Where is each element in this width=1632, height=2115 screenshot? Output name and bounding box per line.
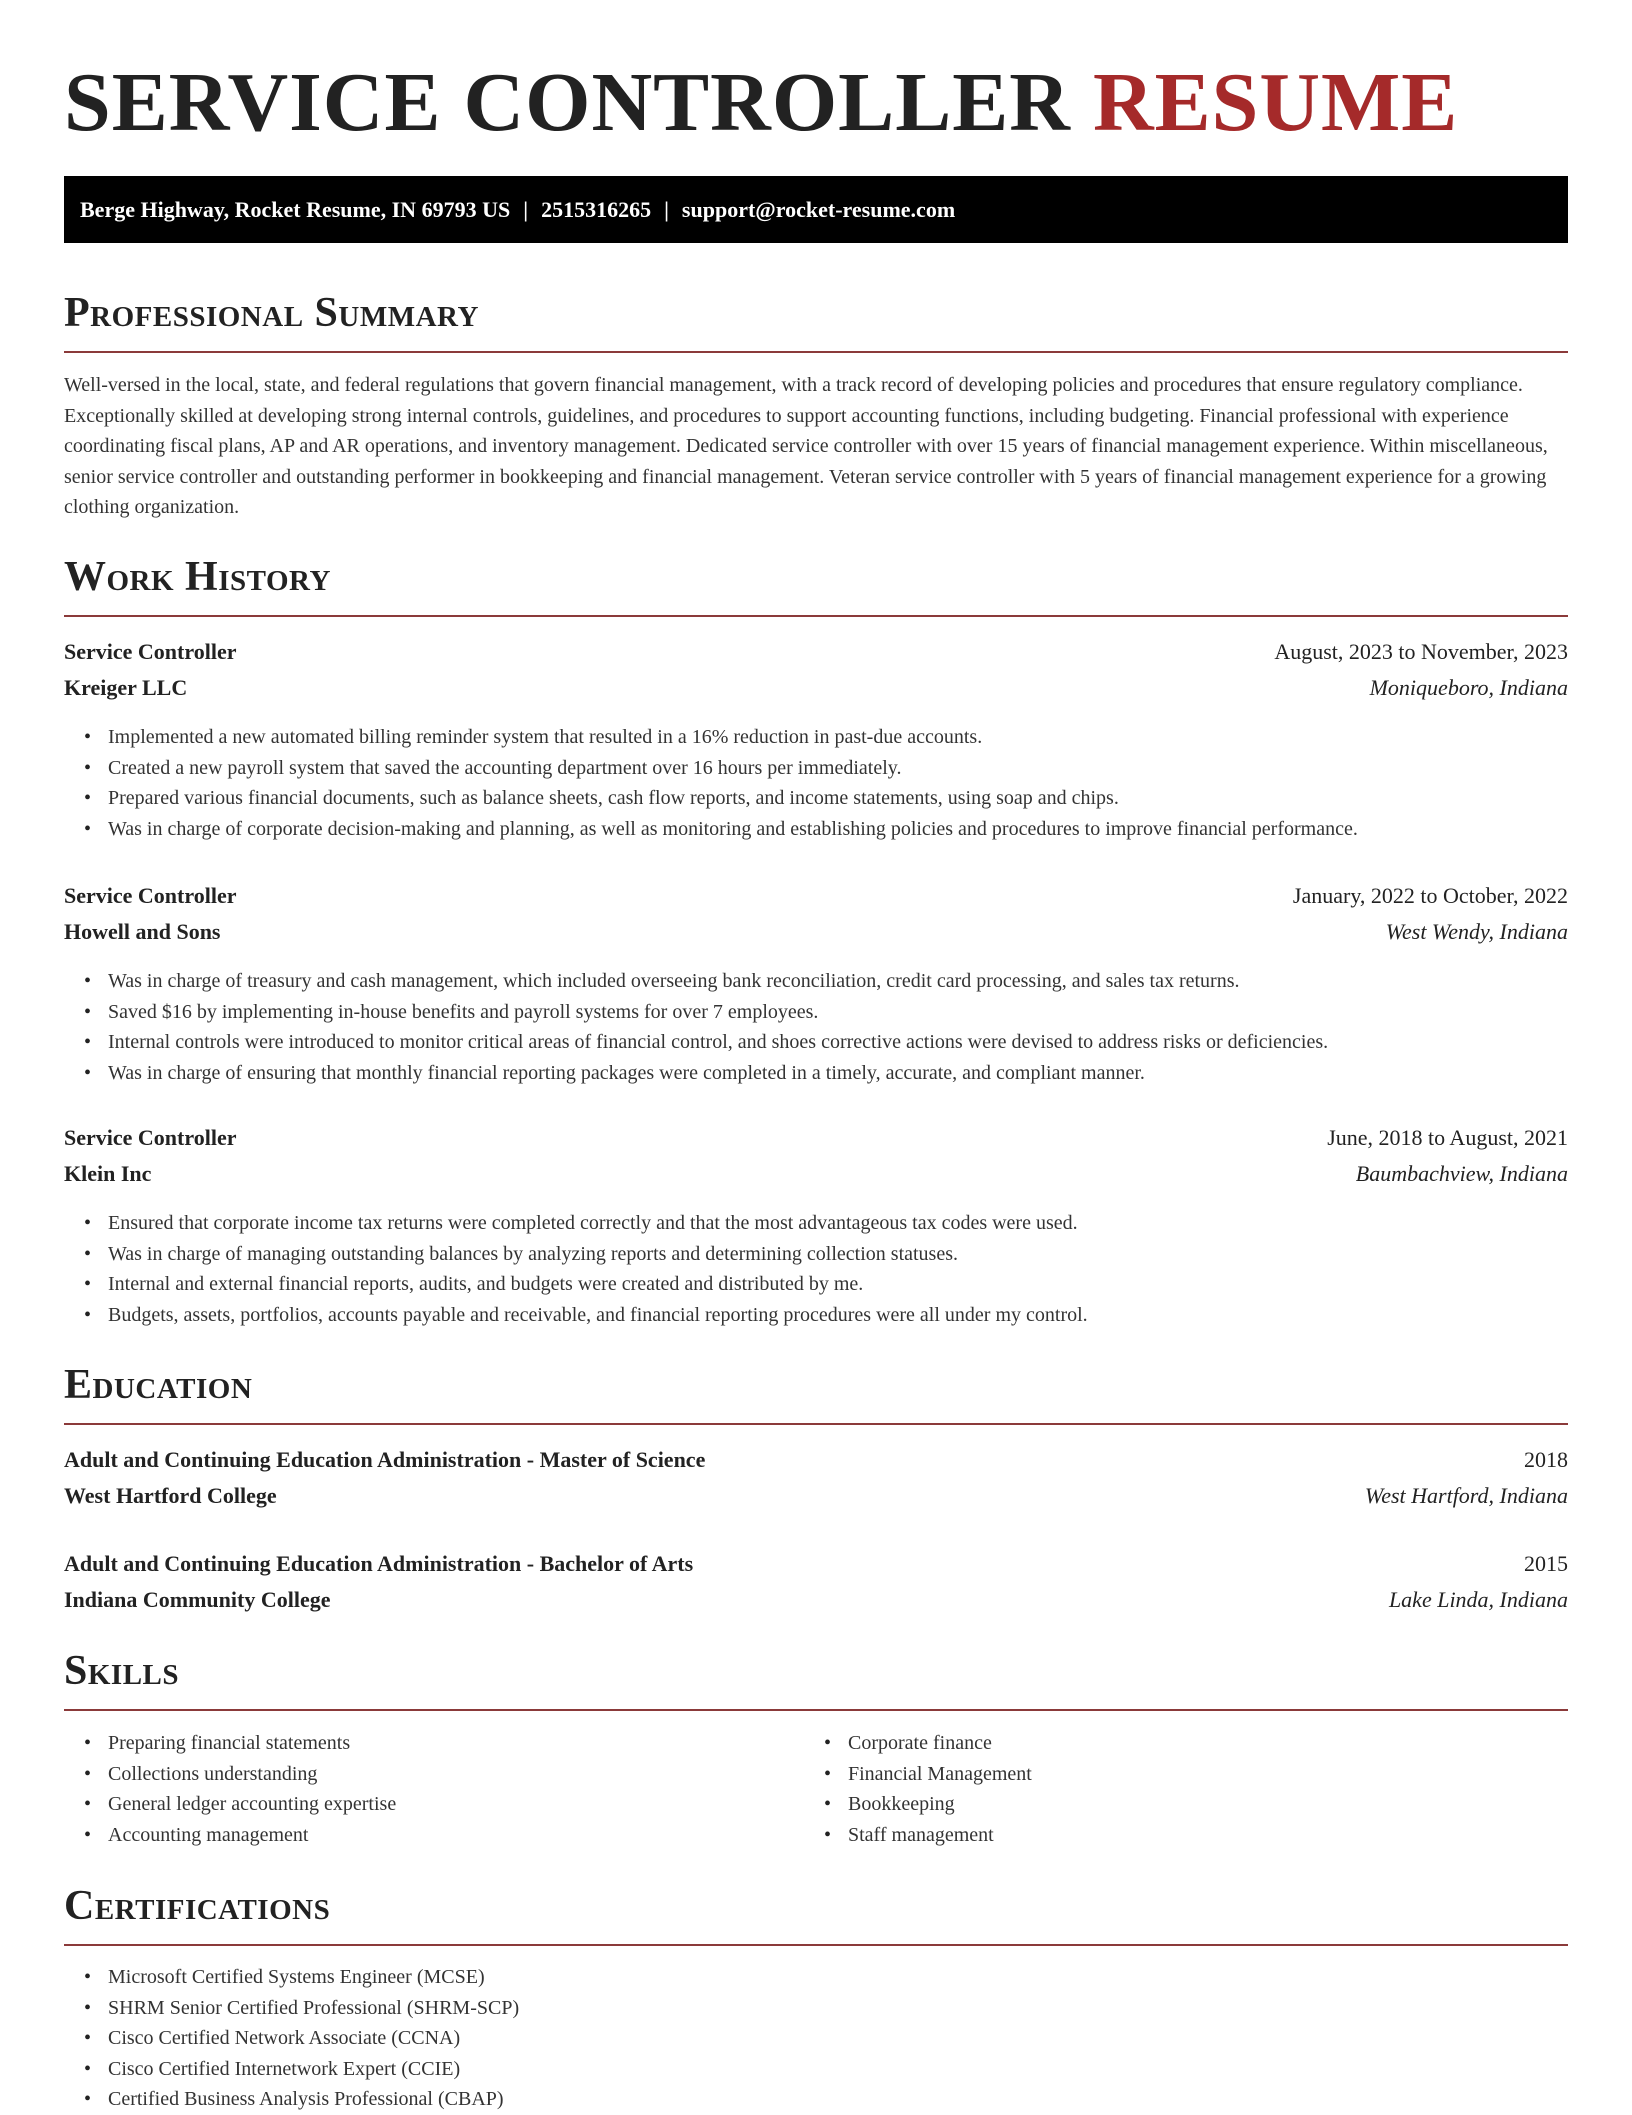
job-bullet: • Saved $16 by implementing in-house benefits and payroll systems for over 7 employees. — [108, 997, 1588, 1028]
contact-separator: | — [664, 197, 669, 222]
job-bullets — [64, 722, 1588, 844]
skills-list-right — [804, 1728, 1632, 1850]
education-year: 2018 — [1524, 1447, 1568, 1472]
education-degree-row — [64, 1546, 1568, 1582]
job-location: Baumbachview, Indiana — [1355, 1161, 1568, 1186]
certification-item: • Certified Business Analysis Professional (CBAP) — [108, 2084, 1588, 2115]
education-degree: Adult and Continuing Education Administration - Master of Science — [64, 1447, 706, 1472]
job-company-row — [64, 1156, 1568, 1192]
job-bullet: • Internal controls were introduced to monitor critical areas of financial control, and shoes corrective actions were devised to address risks or deficiencies. — [108, 1027, 1588, 1058]
certification-item: • SHRM Senior Certified Professional (SHRM-SCP) — [108, 1993, 1588, 2024]
certifications-list — [64, 1962, 1588, 2115]
work-history-divider — [64, 615, 1568, 617]
job-dates: January, 2022 to October, 2022 — [1292, 883, 1568, 908]
education-location: Lake Linda, Indiana — [1388, 1587, 1568, 1612]
education-school: Indiana Community College — [64, 1587, 331, 1612]
job-bullets — [64, 966, 1588, 1088]
education-year: 2015 — [1524, 1551, 1568, 1576]
skill-item: • Preparing financial statements — [108, 1728, 1588, 1759]
job-header-row — [64, 1120, 1568, 1156]
education-school-row — [64, 1582, 1568, 1618]
job-bullet: • Internal and external financial reports, audits, and budgets were created and distributed by me. — [108, 1269, 1588, 1300]
job-dates: June, 2018 to August, 2021 — [1327, 1125, 1568, 1150]
contact-email[interactable]: support@rocket-resume.com — [681, 197, 956, 222]
job-title: Service Controller — [64, 639, 237, 664]
skill-item: • General ledger accounting expertise — [108, 1789, 1588, 1820]
skill-item: • Corporate finance — [848, 1728, 1632, 1759]
job-bullet: • Created a new payroll system that saved the accounting department over 16 hours per immediately. — [108, 753, 1588, 784]
contact-bar — [64, 176, 1568, 243]
skill-item: • Staff management — [848, 1820, 1632, 1851]
education-school: West Hartford College — [64, 1483, 277, 1508]
job-company-row — [64, 670, 1568, 706]
title-accent: RESUME — [1092, 56, 1459, 149]
job-bullet: • Prepared various financial documents, such as balance sheets, cash flow reports, and income statements, using soap and chips. — [108, 783, 1588, 814]
education-school-row — [64, 1478, 1568, 1514]
contact-address: Berge Highway, Rocket Resume, IN 69793 US — [80, 197, 511, 222]
skill-item: • Accounting management — [108, 1820, 1588, 1851]
education-degree: Adult and Continuing Education Administration - Bachelor of Arts — [64, 1551, 694, 1576]
contact-phone[interactable]: 2515316265 — [541, 197, 652, 222]
job-company: Howell and Sons — [64, 919, 221, 944]
summary-divider — [64, 351, 1568, 353]
job-company-row — [64, 914, 1568, 950]
skill-item: • Bookkeeping — [848, 1789, 1632, 1820]
education-location: West Hartford, Indiana — [1364, 1483, 1568, 1508]
skill-item: • Collections understanding — [108, 1759, 1588, 1790]
job-company: Klein Inc — [64, 1161, 152, 1186]
certification-item: • Cisco Certified Internetwork Expert (CCIE) — [108, 2054, 1588, 2085]
certifications-divider — [64, 1944, 1568, 1946]
certification-item: • Microsoft Certified Systems Engineer (MCSE) — [108, 1962, 1588, 1993]
contact-separator: | — [523, 197, 529, 222]
job-header-row — [64, 634, 1568, 670]
summary-heading: Professional Summary — [64, 290, 479, 336]
job-bullet: • Was in charge of treasury and cash management, which included overseeing bank reconciliation, credit card processing, and sales tax returns. — [108, 966, 1588, 997]
job-bullet: • Was in charge of managing outstanding balances by analyzing reports and determining collection statuses. — [108, 1239, 1588, 1270]
job-bullet: • Ensured that corporate income tax returns were completed correctly and that the most advantageous tax codes were used. — [108, 1208, 1588, 1239]
job-bullet: • Was in charge of ensuring that monthly financial reporting packages were completed in a timely, accurate, and compliant manner. — [108, 1058, 1588, 1089]
resume-title — [64, 55, 1458, 151]
job-bullets — [64, 1208, 1588, 1330]
job-title: Service Controller — [64, 883, 237, 908]
job-dates: August, 2023 to November, 2023 — [1274, 639, 1568, 664]
education-degree-row — [64, 1442, 1568, 1478]
job-bullet: • Budgets, assets, portfolios, accounts payable and receivable, and financial reporting procedures were all under my control. — [108, 1300, 1588, 1331]
work-history-heading: Work History — [64, 554, 331, 600]
certification-item: • Cisco Certified Network Associate (CCNA) — [108, 2023, 1588, 2054]
job-header-row — [64, 878, 1568, 914]
skill-item: • Financial Management — [848, 1759, 1632, 1790]
job-title: Service Controller — [64, 1125, 237, 1150]
job-location: West Wendy, Indiana — [1385, 919, 1568, 944]
skills-divider — [64, 1709, 1568, 1711]
job-bullet: • Implemented a new automated billing reminder system that resulted in a 16% reduction in past-due accounts. — [108, 722, 1588, 753]
certifications-heading: Certifications — [64, 1883, 331, 1929]
job-location: Moniqueboro, Indiana — [1369, 675, 1568, 700]
summary-text: Well-versed in the local, state, and federal regulations that govern financial management, with a track record of developing policies and procedures that ensure regulatory compliance. Exceptionally skilled at developing strong internal controls, guidelines, and procedures to support accounting functions, including budgeting. Financial professional with experience coordinating fiscal plans, AP and AR operations, and inventory management. Dedicated service controller with over 15 years of financial management experience. Within miscellaneous, senior service controller and outstanding performer in bookkeeping and financial management. Veteran service controller with 5 years of financial management experience for a growing clothing organization. — [64, 374, 1548, 518]
education-heading: Education — [64, 1362, 253, 1408]
job-bullet: • Was in charge of corporate decision-making and planning, as well as monitoring and establishing policies and procedures to improve financial performance. — [108, 814, 1588, 845]
job-company: Kreiger LLC — [64, 675, 188, 700]
title-main: SERVICE CONTROLLER — [64, 56, 1071, 149]
skills-heading: Skills — [64, 1648, 180, 1694]
education-divider — [64, 1423, 1568, 1425]
